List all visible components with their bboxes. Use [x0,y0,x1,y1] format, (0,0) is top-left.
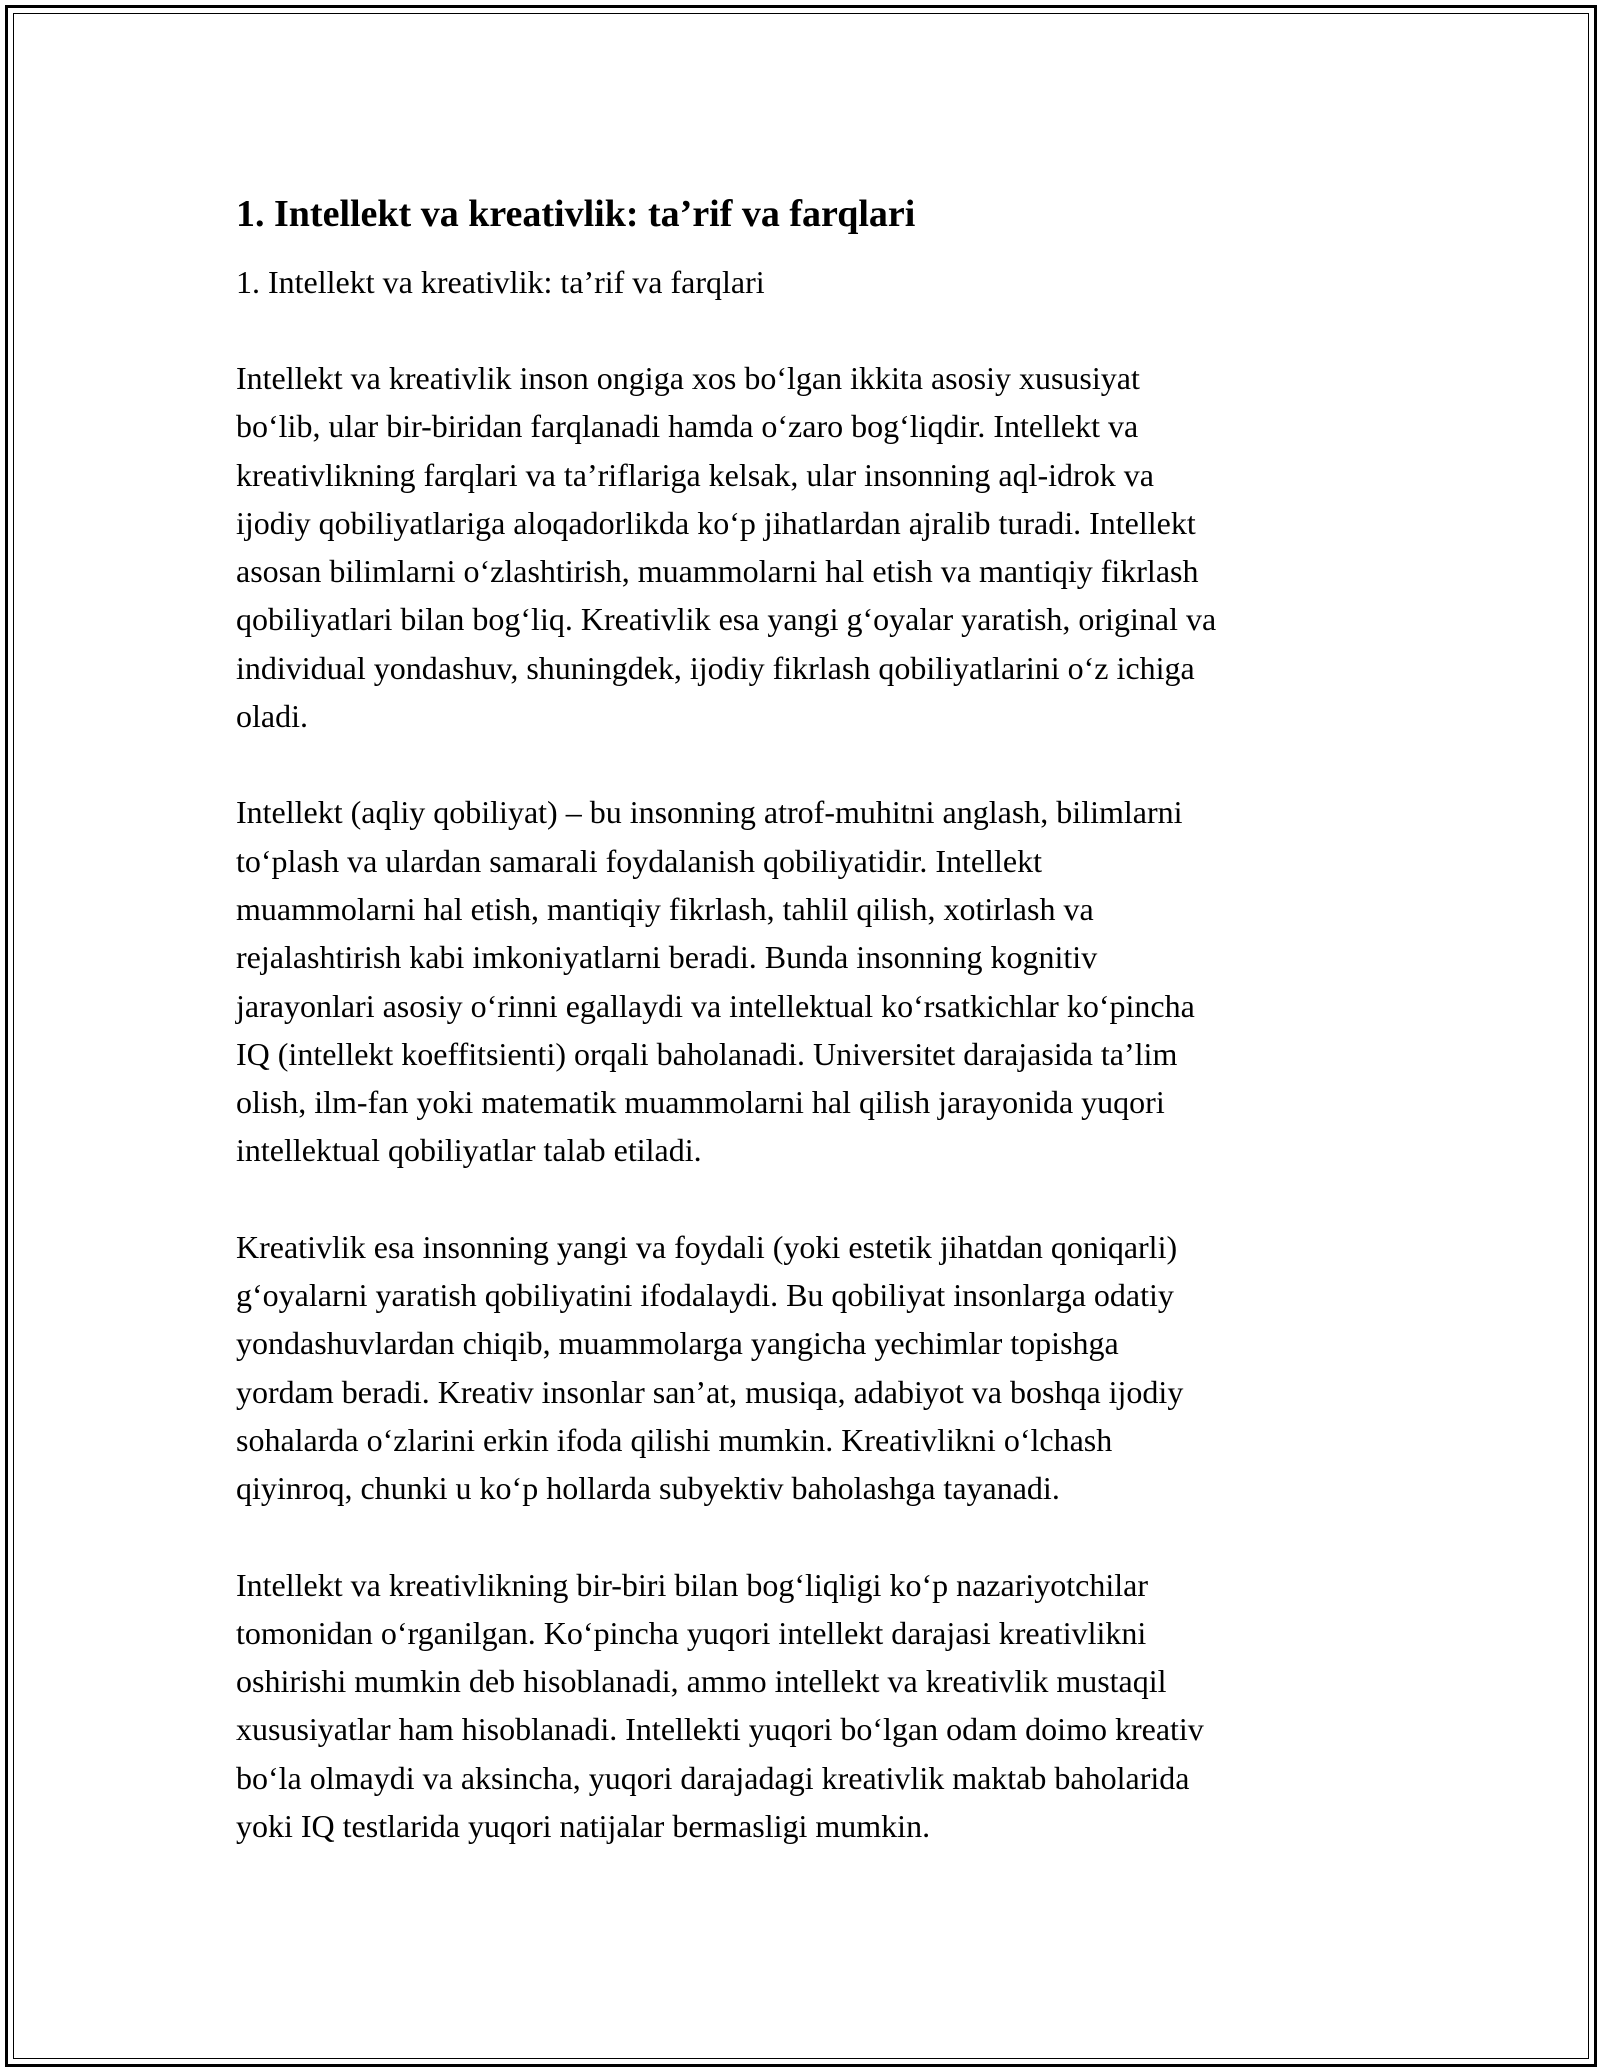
paragraph-line: oshirishi mumkin deb hisoblanadi, ammo intellekt va kreativlik mustaqil [236,1663,1167,1700]
paragraph-line: Kreativlik esa insonning yangi va foydali (yoki estetik jihatdan qoniqarli) [236,1228,1178,1265]
document-subtitle: 1. Intellekt va kreativlik: ta’rif va farqlari [236,264,765,300]
paragraph-line: oladi. [236,698,308,735]
paragraph-line: olish, ilm-fan yoki matematik muammolarni hal qilish jarayonida yuqori [236,1084,1165,1121]
paragraph-line: bo‘la olmaydi va aksincha, yuqori darajadagi kreativlik maktab baholarida [236,1759,1190,1796]
document-title: 1. Intellekt va kreativlik: ta’rif va farqlari [236,193,916,235]
paragraph-line: to‘plash va ulardan samarali foydalanish qobiliyatidir. Intellekt [236,842,1042,879]
paragraph-line: kreativlikning farqlari va ta’riflariga kelsak, ular insonning aql-idrok va [236,456,1154,493]
paragraph-line: qiyinroq, chunki u ko‘p hollarda subyektiv baholashga tayanadi. [236,1470,1060,1507]
paragraph-line: Intellekt (aqliy qobiliyat) – bu insonning atrof-muhitni anglash, bilimlarni [236,794,1183,831]
paragraph-line: rejalashtirish kabi imkoniyatlarni beradi. Bunda insonning kognitiv [236,939,1098,976]
paragraph-line: tomonidan o‘rganilgan. Ko‘pincha yuqori intellekt darajasi kreativlikni [236,1614,1147,1651]
paragraph-line: muammolarni hal etish, mantiqiy fikrlash, tahlil qilish, xotirlash va [236,890,1094,927]
paragraph-line: xususiyatlar ham hisoblanadi. Intellekti yuqori bo‘lgan odam doimo kreativ [236,1711,1204,1748]
paragraph-line: sohalarda o‘zlarini erkin ifoda qilishi mumkin. Kreativlikni o‘lchash [236,1421,1113,1458]
paragraph [236,1561,1376,1851]
document-body [236,190,1376,1898]
paragraph [236,1223,1376,1513]
paragraph-line: yondashuvlardan chiqib, muammolarga yangicha yechimlar topishga [236,1325,1119,1362]
paragraph-line: yoki IQ testlarida yuqori natijalar bermasligi mumkin. [236,1808,931,1845]
paragraph-line: g‘oyalarni yaratish qobiliyatini ifodalaydi. Bu qobiliyat insonlarga odatiy [236,1277,1174,1314]
paragraph-line: asosan bilimlarni o‘zlashtirish, muammolarni hal etish va mantiqiy fikrlash [236,553,1199,590]
paragraph-line: ijodiy qobiliyatlariga aloqadorlikda ko‘p jihatlardan ajralib turadi. Intellekt [236,504,1196,541]
paragraph-line: IQ (intellekt koeffitsienti) orqali baholanadi. Universitet darajasida ta’lim [236,1035,1178,1072]
paragraph-line: bo‘lib, ular bir-biridan farqlanadi hamda o‘zaro bog‘liqdir. Intellekt va [236,408,1139,445]
paragraph [236,788,1376,1174]
paragraph-line: Intellekt va kreativlik inson ongiga xos bo‘lgan ikkita asosiy xususiyat [236,360,1140,396]
paragraph-line: intellektual qobiliyatlar talab etiladi. [236,1132,702,1169]
paragraph-line: Intellekt va kreativlikning bir-biri bilan bog‘liqligi ko‘p nazariyotchilar [236,1566,1148,1603]
paragraph [236,354,1376,740]
paragraph-line: individual yondashuv, shuningdek, ijodiy fikrlash qobiliyatlarini o‘z ichiga [236,649,1195,686]
paragraph-line: jarayonlari asosiy o‘rinni egallaydi va intellektual ko‘rsatkichlar ko‘pincha [236,987,1195,1024]
paragraph-line: yordam beradi. Kreativ insonlar san’at, musiqa, adabiyot va boshqa ijodiy [236,1373,1184,1410]
paragraph-line: qobiliyatlari bilan bog‘liq. Kreativlik esa yangi g‘oyalar yaratish, original va [236,601,1217,638]
